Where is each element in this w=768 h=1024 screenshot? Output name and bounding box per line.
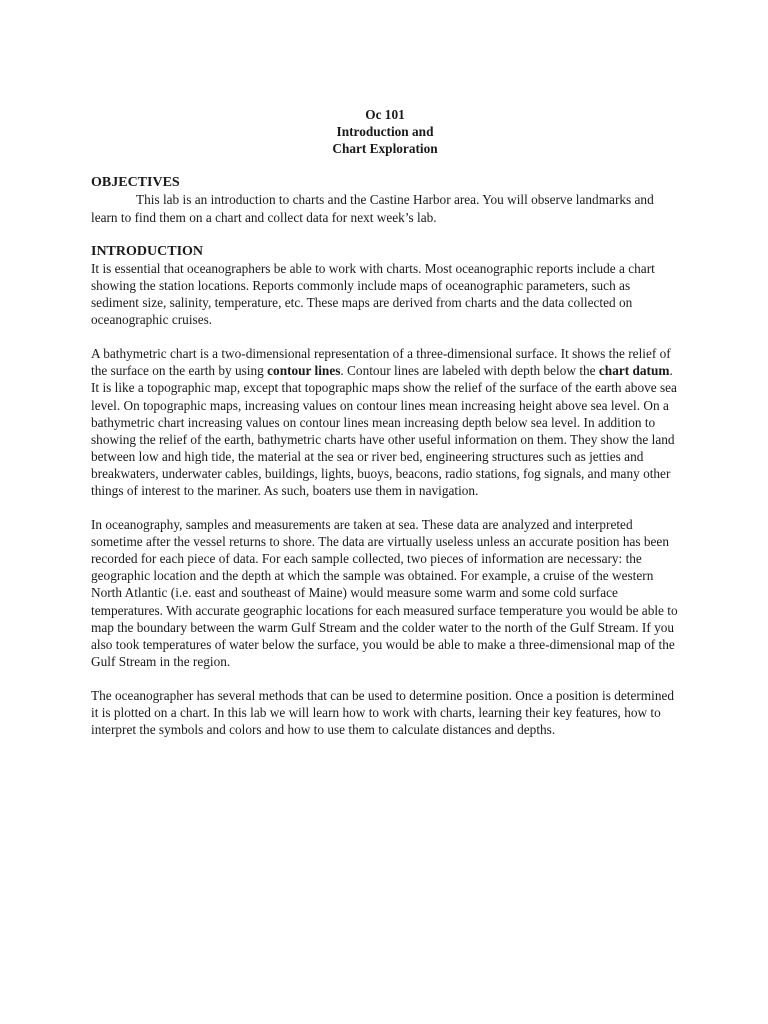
intro-paragraph-1: It is essential that oceanographers be able to work with charts. Most oceanographic reports include a chart showing the station locations. Reports commonly include maps of oceanographic parameters, such as sediment size, salinity, temperature, etc. These maps are derived from charts and the data collected on oceanographic cruises. bbox=[91, 260, 655, 328]
term-chart-datum: chart datum bbox=[598, 363, 670, 379]
para2-text-2: . Contour lines are labeled with depth below the bbox=[340, 363, 599, 379]
document-page bbox=[91, 106, 681, 738]
title-line-3: Chart Exploration bbox=[332, 141, 438, 157]
title-line-2: Introduction and bbox=[336, 124, 434, 140]
intro-paragraph-4: The oceanographer has several methods that can be used to determine position. Once a position is determined it is plotted on a chart. In this lab we will learn how to work with charts, learning their key features, how to interpret the symbols and colors and how to use them to calculate distances and depths. bbox=[91, 687, 675, 738]
para2-text-1: A bathymetric chart is a two-dimensional representation of a three-dimensional surface. It shows the relief of the surface on the earth by using bbox=[91, 346, 671, 379]
introduction-heading: INTRODUCTION bbox=[91, 243, 204, 259]
intro-paragraph-3: In oceanography, samples and measurements are taken at sea. These data are analyzed and interpreted sometime after the vessel returns to shore. The data are virtually useless unless an accurate position has been recorded for each piece of data. For each sample collected, two pieces of information are necessary: the geographic location and the depth at which the sample was obtained. For example, a cruise of the western North Atlantic (i.e. east and southeast of Maine) would measure some warm and some cold surface temperatures. With accurate geographic locations for each measured surface temperature you would be able to map the boundary between the warm Gulf Stream and the colder water to the north of the Gulf Stream. If you also took temperatures of water below the surface, you would be able to make a three-dimensional map of the Gulf Stream in the region. bbox=[91, 517, 678, 669]
term-contour-lines: contour lines bbox=[267, 363, 341, 379]
course-code: Oc 101 bbox=[365, 107, 405, 122]
document-title bbox=[91, 106, 679, 157]
objectives-text: This lab is an introduction to charts and the Castine Harbor area. You will observe landmarks and learn to find them on a chart and collect data for next week’s lab. bbox=[91, 192, 654, 225]
para2-text-3: . It is like a topographic map, except that topographic maps show the relief of the surface of the earth above sea level. On topographic maps, increasing values on contour lines mean increasing height above sea level. On a bathymetric chart increasing values on contour lines mean increasing depth below sea level. In addition to showing the relief of the earth, bathymetric charts have other useful information on them. They show the land between low and high tide, the material at the sea or river bed, engineering structures such as jetties and breakwaters, underwater cables, buildings, lights, buoys, beacons, radio stations, fog signals, and many other things of interest to the mariner. As such, boaters use them in navigation. bbox=[91, 363, 677, 498]
objectives-heading: OBJECTIVES bbox=[91, 175, 180, 191]
intro-paragraph-2 bbox=[91, 345, 681, 499]
